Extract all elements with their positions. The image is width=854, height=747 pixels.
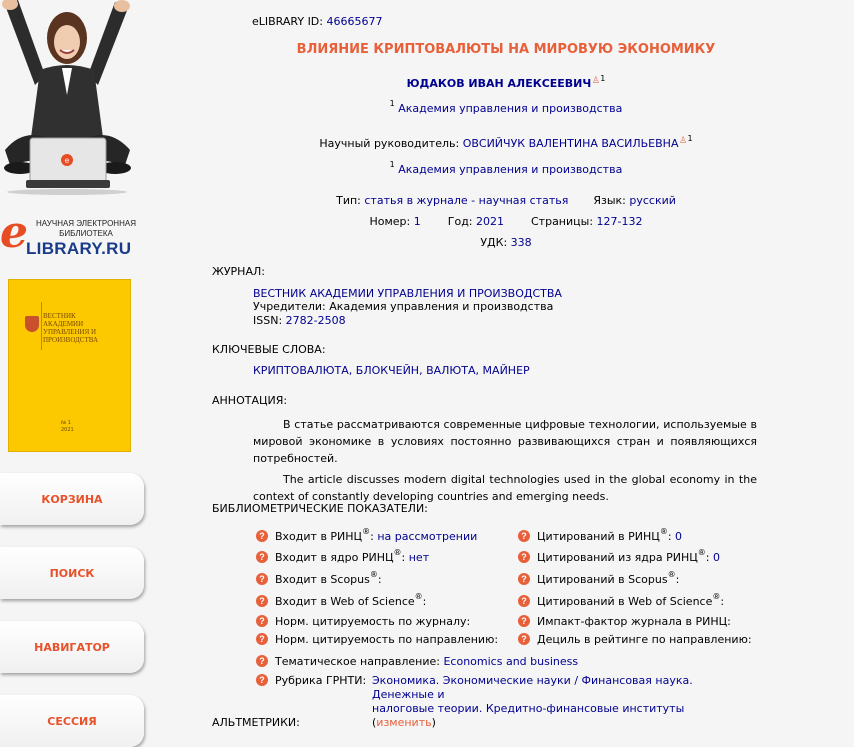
keywords-header: КЛЮЧЕВЫЕ СЛОВА: xyxy=(212,343,326,356)
year-label: Год: xyxy=(447,215,473,228)
supervisor-sup: 1 xyxy=(687,134,693,143)
metric-sep: : xyxy=(720,595,725,608)
number-year-pages-line xyxy=(212,215,800,228)
metric-sep: : xyxy=(747,633,752,646)
type-label: Тип: xyxy=(336,194,361,207)
metric-value[interactable]: нет xyxy=(408,551,430,564)
metric-reg: ® xyxy=(712,592,721,601)
metric-reg: ® xyxy=(667,570,676,579)
help-icon[interactable]: ? xyxy=(518,633,530,645)
metric-text xyxy=(537,527,683,543)
author-link[interactable]: ЮДАКОВ ИВАН АЛЕКСЕЕВИЧ xyxy=(406,77,592,90)
biblio-header: БИБЛИОМЕТРИЧЕСКИЕ ПОКАЗАТЕЛИ: xyxy=(212,502,428,515)
elibrary-logo[interactable] xyxy=(0,207,145,260)
grnti-link[interactable]: Экономика. Экономические науки / Финансовая наука. Денежные и xyxy=(372,674,693,701)
help-icon[interactable]: ? xyxy=(518,615,530,627)
supervisor-affiliation-sup: 1 xyxy=(389,160,395,169)
metric-label: Входит в ядро РИНЦ xyxy=(275,551,394,564)
annotation-header: АННОТАЦИЯ: xyxy=(212,394,288,407)
journal-header: ЖУРНАЛ: xyxy=(212,265,265,278)
cover-rule xyxy=(41,302,42,350)
affiliation-sup: 1 xyxy=(389,99,395,108)
author-affiliation xyxy=(212,99,800,115)
metric-value[interactable]: 0 xyxy=(712,551,720,564)
metric-sep: : xyxy=(675,573,680,586)
person-icon[interactable]: ♙ xyxy=(678,136,688,146)
metric-reg: ® xyxy=(414,592,423,601)
metric-text xyxy=(537,633,752,646)
metric-text xyxy=(275,615,470,628)
founders-value: Академия управления и производства xyxy=(329,300,554,313)
type-lang-line xyxy=(212,194,800,207)
cover-issue-number: № 1 xyxy=(61,420,71,426)
metric-text xyxy=(537,592,725,608)
help-icon[interactable]: ? xyxy=(518,595,530,607)
cart-button[interactable]: КОРЗИНА xyxy=(0,473,144,525)
metric-value[interactable]: на рассмотрении xyxy=(377,530,478,543)
metric-sep: : xyxy=(705,551,713,564)
help-icon[interactable]: ? xyxy=(518,573,530,585)
metric-label: Цитирований из ядра РИНЦ xyxy=(537,551,698,564)
article-title: ВЛИЯНИЕ КРИПТОВАЛЮТЫ НА МИРОВУЮ ЭКОНОМИКУ xyxy=(296,42,716,57)
supervisor-affiliation xyxy=(212,160,800,176)
elibrary-id-value: 46665677 xyxy=(326,15,383,28)
supervisor-label: Научный руководитель: xyxy=(319,137,460,150)
annotation-ru: В статье рассматриваются современные цифровые технологии, используемые в мировой экономике в условиях постоянно развивающихся стран и появляющихся потребностей. xyxy=(253,418,757,465)
metric-text xyxy=(275,633,498,646)
metric-reg: ® xyxy=(393,548,402,557)
pages-value: 127-132 xyxy=(596,215,643,228)
udk-line xyxy=(212,236,800,249)
lang-label: Язык: xyxy=(593,194,626,207)
metric-label: Входит в РИНЦ xyxy=(275,530,363,543)
metric-sep: : xyxy=(727,615,731,628)
founders-label: Учредители: xyxy=(253,300,326,313)
help-icon[interactable]: ? xyxy=(256,530,268,542)
metric-reg: ® xyxy=(369,570,378,579)
help-icon[interactable]: ? xyxy=(256,633,268,645)
help-icon[interactable]: ? xyxy=(256,595,268,607)
metric-sep: : xyxy=(466,615,471,628)
metric-sep: : xyxy=(422,595,427,608)
metric-text xyxy=(275,592,427,608)
metric-value[interactable]: Economics and business xyxy=(443,655,579,668)
help-icon[interactable]: ? xyxy=(256,573,268,585)
grnti-link[interactable]: налоговые теории. Кредитно-финансовые институты xyxy=(372,702,685,715)
journal-link[interactable]: ВЕСТНИК АКАДЕМИИ УПРАВЛЕНИЯ И ПРОИЗВОДСТВА xyxy=(253,287,562,300)
logo-e-mark: e xyxy=(0,207,28,258)
metric-label: Норм. цитируемость по журналу xyxy=(275,615,467,628)
metric-sep: : xyxy=(401,551,409,564)
issn-value: 2782-2508 xyxy=(285,314,346,327)
logo-tagline: НАУЧНАЯ ЭЛЕКТРОННАЯ БИБЛИОТЕКА xyxy=(36,219,136,238)
navigator-button[interactable]: НАВИГАТОР xyxy=(0,621,144,673)
metric-text xyxy=(537,548,720,564)
grnti-value: Экономика. Экономические науки / Финансовая наука. Денежные и налоговые теории. Кредитно-финансовые институты (изменить) xyxy=(372,674,693,729)
cover-crest-icon xyxy=(25,316,39,332)
cover-issue xyxy=(61,420,74,434)
sidebar xyxy=(0,0,160,743)
metric-text xyxy=(275,570,382,586)
supervisor-affiliation-link[interactable]: Академия управления и производства xyxy=(398,163,623,176)
affiliation-link[interactable]: Академия управления и производства xyxy=(398,102,623,115)
number-label: Номер: xyxy=(369,215,411,228)
metric-sep: : xyxy=(436,655,444,668)
help-icon[interactable]: ? xyxy=(256,674,268,686)
metric-label: Входит в Web of Science xyxy=(275,595,415,608)
search-button[interactable]: ПОИСК xyxy=(0,547,144,599)
year-value: 2021 xyxy=(476,215,504,228)
svg-text:e: e xyxy=(64,156,70,165)
annotation-body xyxy=(253,416,757,505)
keyword-link[interactable]: ВАЛЮТА xyxy=(426,364,476,377)
author-sup: 1 xyxy=(600,74,606,83)
session-button[interactable]: СЕССИЯ xyxy=(0,695,144,747)
metric-label: Тематическое направление xyxy=(275,655,437,668)
metric-text xyxy=(275,655,578,668)
help-icon[interactable]: ? xyxy=(256,655,268,667)
supervisor-link[interactable]: ОВСИЙЧУК ВАЛЕНТИНА ВАСИЛЬЕВНА xyxy=(462,137,679,150)
help-icon[interactable]: ? xyxy=(256,615,268,627)
journal-issn xyxy=(253,314,346,327)
keyword-link[interactable]: МАЙНЕР xyxy=(482,364,530,377)
change-link[interactable]: изменить xyxy=(376,716,432,729)
cover-title: ВЕСТНИК АКАДЕМИИ УПРАВЛЕНИЯ И ПРОИЗВОДСТВА xyxy=(43,312,99,344)
grnti-label: Рубрика ГРНТИ: xyxy=(275,674,367,687)
help-icon[interactable]: ? xyxy=(256,551,268,563)
metric-sep: : xyxy=(377,573,382,586)
number-value[interactable]: 1 xyxy=(413,215,421,228)
metric-sep: : xyxy=(370,530,378,543)
keyword-link[interactable]: БЛОКЧЕЙН xyxy=(355,364,420,377)
issn-label: ISSN: xyxy=(253,314,283,327)
metric-label: Норм. цитируемость по направлению xyxy=(275,633,495,646)
udk-label: УДК: xyxy=(480,236,508,249)
metric-label: Цитирований в Scopus xyxy=(537,573,668,586)
keywords-list: КРИПТОВАЛЮТА, БЛОКЧЕЙН, ВАЛЮТА, МАЙНЕР xyxy=(253,364,530,377)
elibrary-id-label: eLIBRARY ID: xyxy=(252,15,323,28)
elibrary-id xyxy=(252,15,382,28)
journal-founders xyxy=(253,300,553,313)
metric-label: Дециль в рейтинге по направлению xyxy=(537,633,748,646)
metric-text xyxy=(275,527,478,543)
person-icon[interactable]: ♙ xyxy=(591,76,600,86)
altmetrics-header: АЛЬТМЕТРИКИ: xyxy=(212,716,300,729)
keyword-link[interactable]: КРИПТОВАЛЮТА xyxy=(253,364,349,377)
type-value: статья в журнале - научная статья xyxy=(364,194,569,207)
metric-text xyxy=(537,570,680,586)
metric-reg: ® xyxy=(659,527,668,536)
metric-sep: : xyxy=(667,530,676,543)
metric-reg: ® xyxy=(362,527,371,536)
journal-cover[interactable] xyxy=(9,280,130,451)
metric-label: Цитирований в РИНЦ xyxy=(537,530,660,543)
cover-issue-year: 2021 xyxy=(61,427,74,433)
udk-value: 338 xyxy=(510,236,532,249)
author-line xyxy=(212,74,800,90)
metric-text xyxy=(537,615,731,628)
lang-value: русский xyxy=(629,194,676,207)
supervisor-line xyxy=(212,134,800,150)
annotation-en: The article discusses modern digital technologies used in the global economy in the context of constantly developing countries and emerging needs. xyxy=(253,473,757,503)
metric-value[interactable]: 0 xyxy=(675,530,683,543)
pages-label: Страницы: xyxy=(531,215,594,228)
hero-illustration xyxy=(0,0,135,195)
metric-reg: ® xyxy=(697,548,706,557)
logo-brand: LIBRARY.RU xyxy=(26,239,132,258)
metric-label: Цитирований в Web of Science xyxy=(537,595,713,608)
help-icon[interactable]: ? xyxy=(518,530,530,542)
help-icon[interactable]: ? xyxy=(518,551,530,563)
metric-text xyxy=(275,548,430,564)
metric-sep: : xyxy=(494,633,499,646)
metric-label: Входит в Scopus xyxy=(275,573,370,586)
metric-label: Импакт-фактор журнала в РИНЦ xyxy=(537,615,728,628)
